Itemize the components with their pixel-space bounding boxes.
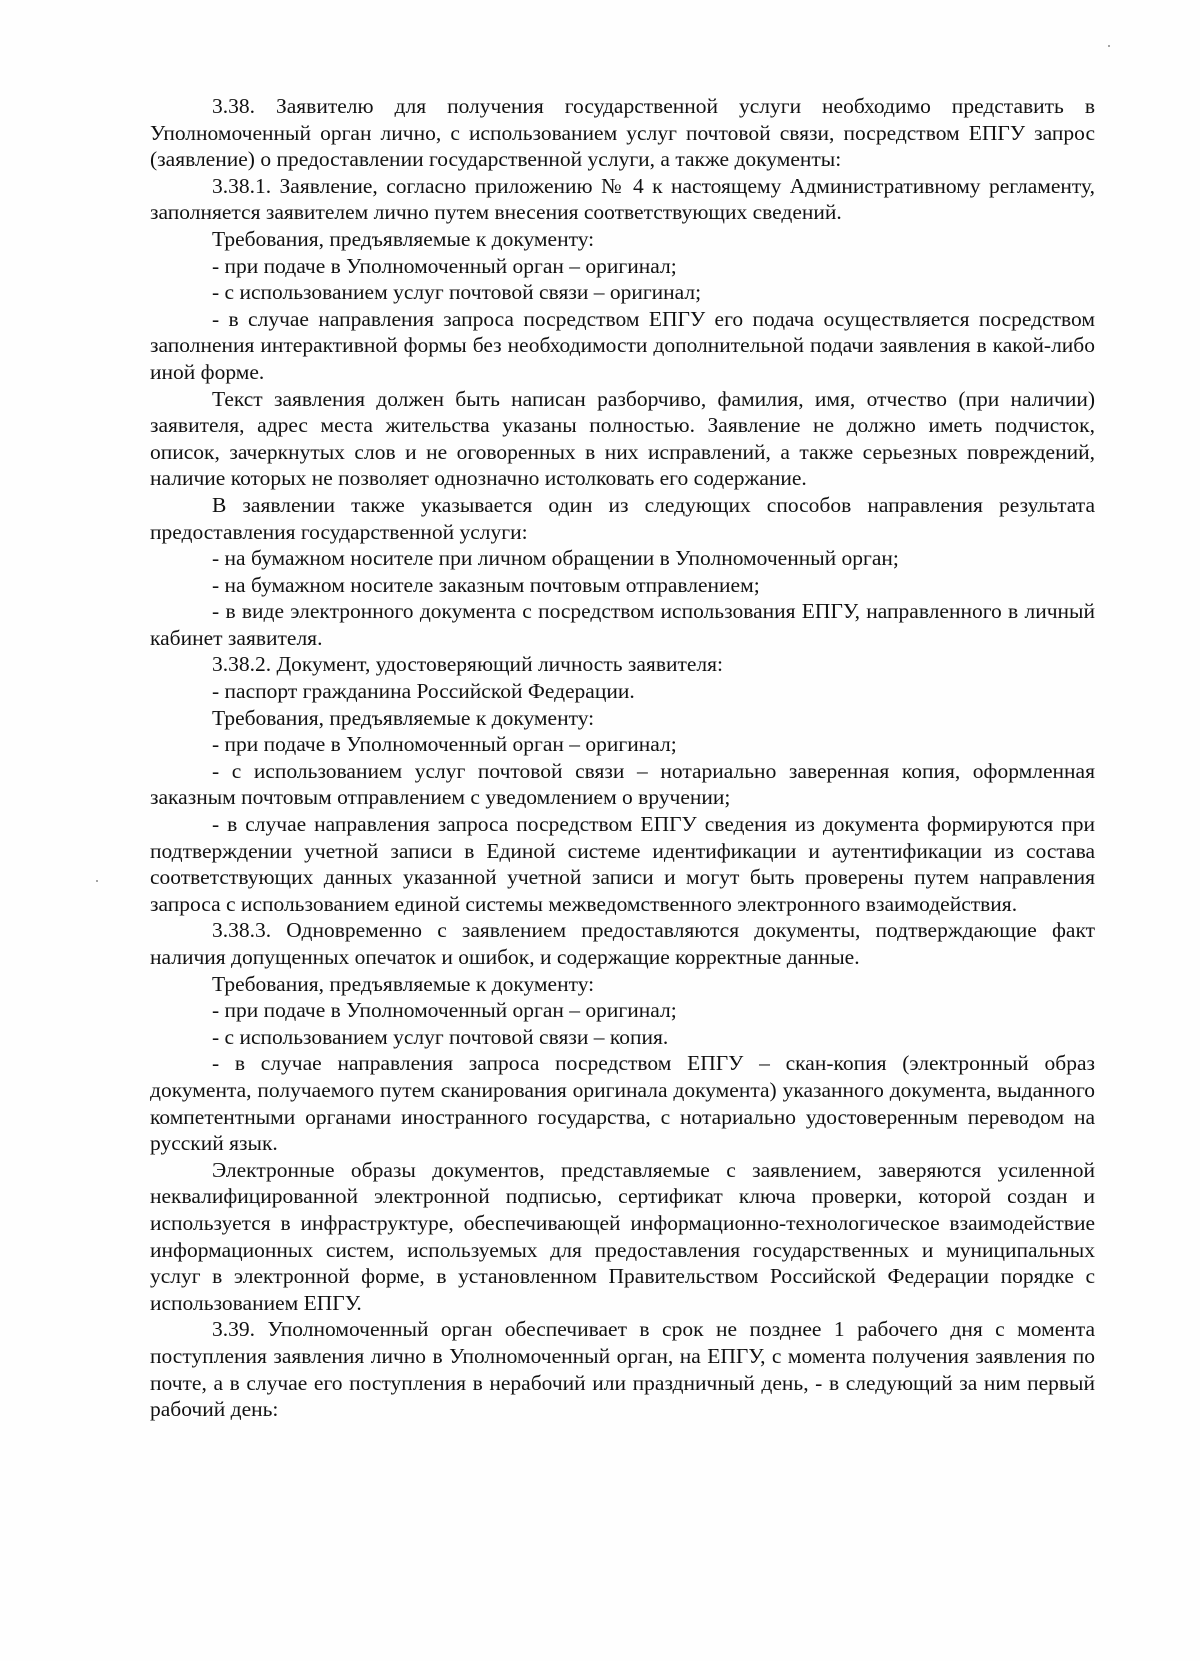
list-item: - с использованием услуг почтовой связи – копия. xyxy=(212,1024,669,1049)
paragraph-3-38-3: 3.38.3. Одновременно с заявлением предоставляются документы, подтверждающие факт наличия допущенных опечаток и ошибок, и содержащие корректные данные. xyxy=(150,918,1095,969)
list-item: - в случае направления запроса посредством ЕПГУ – скан-копия (электронный образ документа, получаемого путем сканирования оригинала документа) указанного документа, выданного компетентными органами иностранного государства, с нотариально удостоверенным переводом на русский язык. xyxy=(150,1051,1095,1156)
paragraph-3-38: 3.38. Заявителю для получения государственной услуги необходимо представить в Уполномоченный орган лично, с использованием услуг почтовой связи, посредством ЕПГУ запрос (заявление) о предоставлении государственной услуги, а также документы: xyxy=(150,94,1095,172)
requirements-heading: Требования, предъявляемые к документу: xyxy=(212,971,595,996)
list-item: - с использованием услуг почтовой связи – оригинал; xyxy=(212,280,702,305)
scan-speck xyxy=(1108,45,1110,47)
list-item: - с использованием услуг почтовой связи – нотариально заверенная копия, оформленная заказным почтовым отправлением с уведомлением о вручении; xyxy=(150,758,1095,810)
requirements-heading: Требования, предъявляемые к документу: xyxy=(212,705,595,730)
requirements-heading: Требования, предъявляемые к документу: xyxy=(212,226,595,251)
list-item: - при подаче в Уполномоченный орган – оригинал; xyxy=(212,253,677,278)
paragraph-text: Текст заявления должен быть написан разборчиво, фамилия, имя, отчество (при наличии) заявителя, адрес места жительства указаны полностью. Заявление не должно иметь подчисток, описок, зачеркнутых слов и не оговоренных в них исправлений, а также серьезных повреждений, наличие которых не позволяет однозначно истолковать его содержание. xyxy=(150,386,1095,491)
scan-speck xyxy=(96,880,98,882)
paragraph-3-39: 3.39. Уполномоченный орган обеспечивает в срок не позднее 1 рабочего дня с момента поступления заявления лично в Уполномоченный орган, на ЕПГУ, с момента получения заявления по почте, а в случае его поступления в нерабочий или праздничный день, - в следующий за ним первый рабочий день: xyxy=(150,1317,1095,1422)
list-item: - при подаче в Уполномоченный орган – оригинал; xyxy=(212,732,677,757)
paragraph-3-38-1: 3.38.1. Заявление, согласно приложению № 4 к настоящему Административному регламенту, заполняется заявителем лично путем внесения соответствующих сведений. xyxy=(150,173,1095,225)
paragraph-text: В заявлении также указывается один из следующих способов направления результата предоставления государственной услуги: xyxy=(150,492,1095,544)
list-item: - в случае направления запроса посредством ЕПГУ его подача осуществляется посредством заполнения интерактивной формы без необходимости дополнительной подачи заявления в какой-либо иной форме. xyxy=(150,306,1095,384)
list-item: - на бумажном носителе заказным почтовым отправлением; xyxy=(212,572,760,597)
list-item: - в виде электронного документа с посредством использования ЕПГУ, направленного в личный кабинет заявителя. xyxy=(150,599,1095,650)
list-item: - при подаче в Уполномоченный орган – оригинал; xyxy=(212,998,677,1023)
paragraph-3-38-2: 3.38.2. Документ, удостоверяющий личность заявителя: xyxy=(212,652,724,677)
paragraph-text: Электронные образы документов, представляемые с заявлением, заверяются усиленной неквалифицированной электронной подписью, сертификат ключа проверки, которой создан и используется в инфраструктуре, обеспечивающей информационно-технологическое взаимодействие информационных систем, используемых для предоставления государственных и муниципальных услуг в электронной форме, в установленном Правительством Российской Федерации порядке с использованием ЕПГУ. xyxy=(150,1157,1095,1315)
list-item: - паспорт гражданина Российской Федерации. xyxy=(212,679,635,704)
list-item: - на бумажном носителе при личном обращении в Уполномоченный орган; xyxy=(212,546,899,571)
document-body xyxy=(150,93,1095,1423)
list-item: - в случае направления запроса посредством ЕПГУ сведения из документа формируются при подтверждении учетной записи в Единой системе идентификации и аутентификации из состава соответствующих данных указанной учетной записи и могут быть проверены путем направления запроса с использованием единой системы межведомственного электронного взаимодействия. xyxy=(150,812,1095,916)
